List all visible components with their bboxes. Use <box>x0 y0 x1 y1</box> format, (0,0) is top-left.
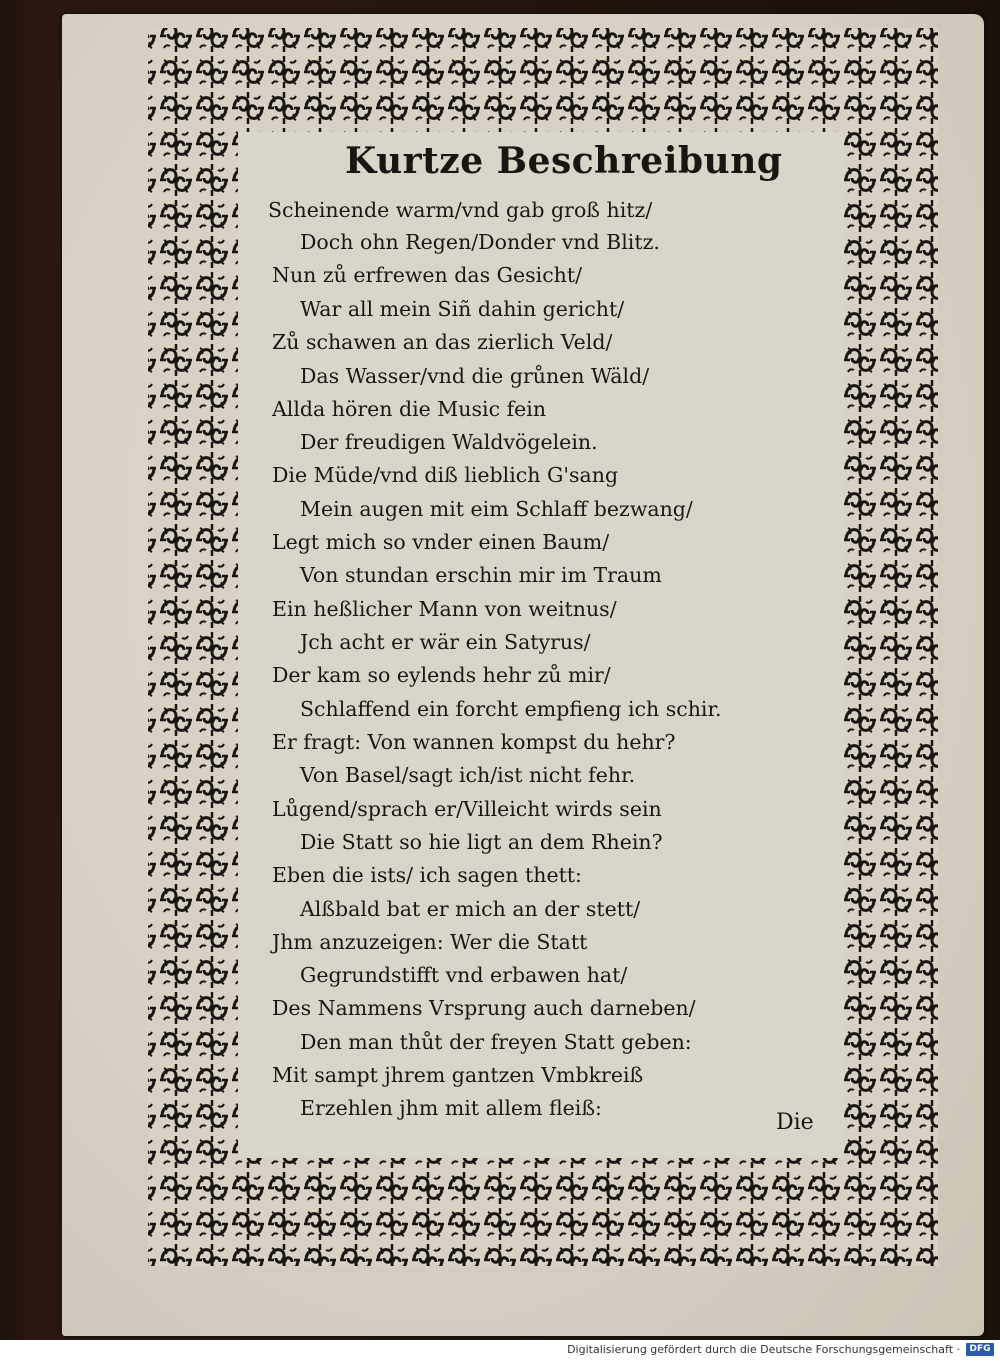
verse-line: Erzehlen jhm mit allem fleiß: <box>300 1096 602 1120</box>
verse-line: Jch acht er wär ein Satyrus/ <box>300 630 591 654</box>
verse-line: Er fragt: Von wannen kompst du hehr? <box>272 730 676 754</box>
catchword: Die <box>776 1110 814 1135</box>
verse-line: Den man thůt der freyen Statt geben: <box>300 1030 692 1054</box>
verse-line: Von stundan erschin mir im Traum <box>300 563 662 587</box>
verse-line: Der freudigen Waldvögelein. <box>300 430 598 454</box>
dfg-logo: DFG <box>966 1343 994 1356</box>
verse-line: Scheinende warm/vnd gab groß hitz/ <box>268 198 653 222</box>
verse-line: Die Müde/vnd diß lieblich G'sang <box>272 463 619 487</box>
verse-line: Der kam so eylends hehr zů mir/ <box>272 663 611 687</box>
verse-line: Mit sampt jhrem gantzen Vmbkreiß <box>272 1063 644 1087</box>
verse-line: Nun zů erfrewen das Gesicht/ <box>272 263 583 287</box>
verse-line: Legt mich so vnder einen Baum/ <box>272 530 610 554</box>
footer-bar <box>0 1340 1000 1361</box>
verse-line: Das Wasser/vnd die grůnen Wäld/ <box>300 364 650 388</box>
verse-line: Schlaffend ein forcht empfieng ich schir. <box>300 697 722 721</box>
verse-line: War all mein Siñ dahin gericht/ <box>300 297 625 321</box>
funding-credit: Digitalisierung gefördert durch die Deutsche Forschungsgemeinschaft · <box>567 1343 960 1356</box>
verse-line: Gegrundstifft vnd erbawen hat/ <box>300 963 628 987</box>
verse-line: Die Statt so hie ligt an dem Rhein? <box>300 830 663 854</box>
page-title: Kurtze Beschreibung <box>345 140 783 182</box>
verse-line: Zů schawen an das zierlich Veld/ <box>272 330 613 354</box>
verse-line: Allda hören die Music fein <box>272 397 547 421</box>
verse-line: Doch ohn Regen/Donder vnd Blitz. <box>300 230 660 254</box>
verse-line: Ein heßlicher Mann von weitnus/ <box>272 597 617 621</box>
verse-line: Jhm anzuzeigen: Wer die Statt <box>272 930 588 954</box>
verse-line: Des Nammens Vrsprung auch darneben/ <box>272 996 696 1020</box>
verse-line: Lůgend/sprach er/Villeicht wirds sein <box>272 797 662 821</box>
verse-line: Eben die ists/ ich sagen thett: <box>272 863 582 887</box>
verse-line: Von Basel/sagt ich/ist nicht fehr. <box>300 763 636 787</box>
verse-line: Alßbald bat er mich an der stett/ <box>300 897 641 921</box>
verse-line: Mein augen mit eim Schlaff bezwang/ <box>300 497 693 521</box>
